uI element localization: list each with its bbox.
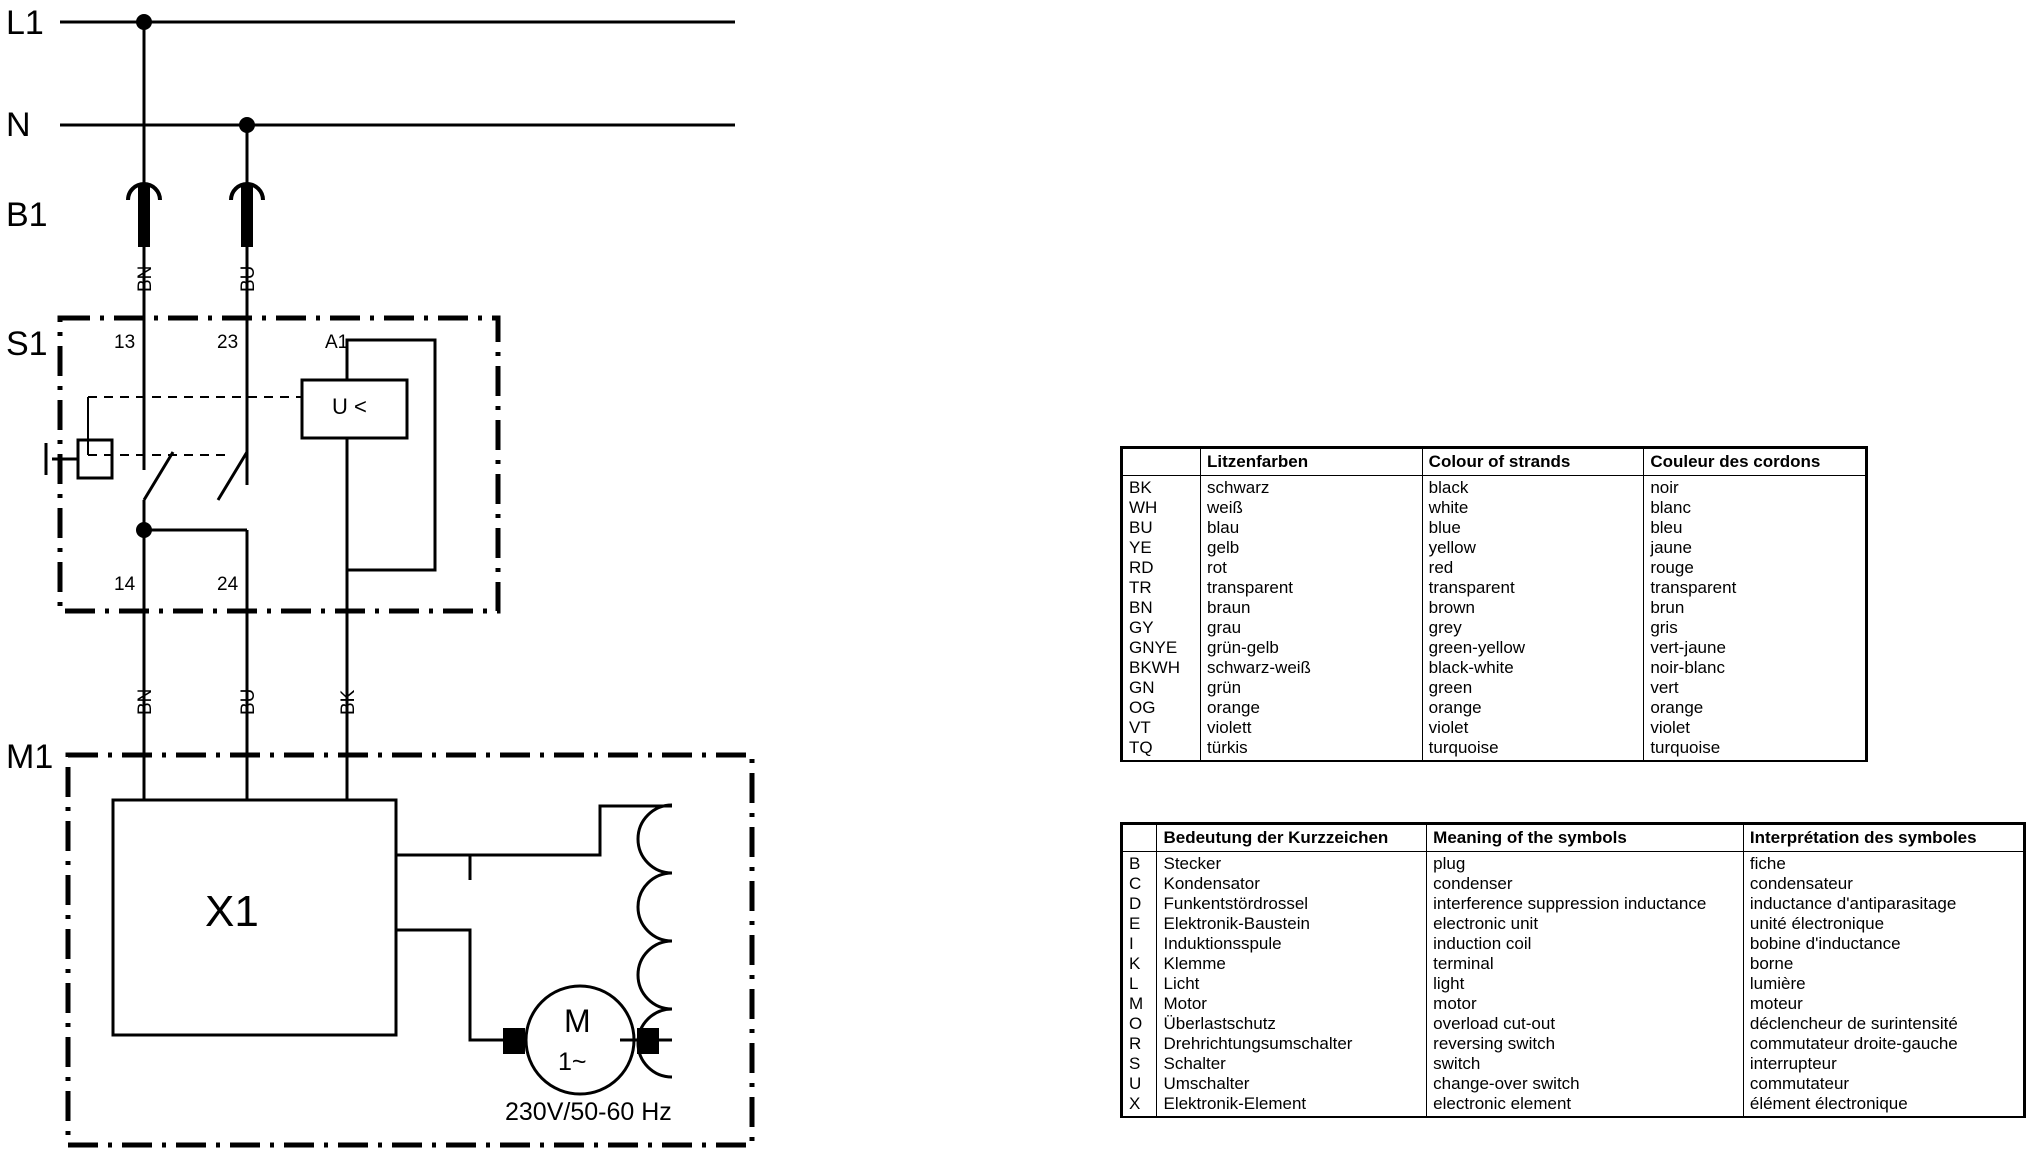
table-row [1123, 994, 2024, 1014]
row-cell: overload cut-out [1427, 1014, 1744, 1034]
row-cell: schwarz [1201, 476, 1423, 499]
table-row [1123, 698, 1866, 718]
row-cell: induction coil [1427, 934, 1744, 954]
row-cell: türkis [1201, 738, 1423, 760]
table-row [1123, 974, 2024, 994]
undervoltage-release-label: U < [332, 394, 367, 419]
table-header-row [1123, 449, 1866, 476]
row-code: I [1123, 934, 1157, 954]
row-cell: déclencheur de surintensité [1743, 1014, 2023, 1034]
row-code: BN [1123, 598, 1201, 618]
row-cell: Klemme [1157, 954, 1427, 974]
symbol-header-fr: Interprétation des symboles [1743, 825, 2023, 852]
motor-terminal-left [503, 1028, 525, 1054]
wire-label-bn-top: BN [135, 265, 156, 292]
row-cell: vert-jaune [1644, 638, 1866, 658]
colour-table-body [1123, 476, 1866, 761]
row-cell: switch [1427, 1054, 1744, 1074]
label-m1: M1 [6, 738, 54, 776]
table-row [1123, 1094, 2024, 1116]
row-code: R [1123, 1034, 1157, 1054]
circuit-schematic [0, 0, 780, 1160]
row-code: D [1123, 894, 1157, 914]
colour-header-de: Litzenfarben [1201, 449, 1423, 476]
row-cell: white [1422, 498, 1644, 518]
motor-terminal-right [637, 1028, 659, 1054]
row-cell: grün [1201, 678, 1423, 698]
row-cell: vert [1644, 678, 1866, 698]
table-row [1123, 638, 1866, 658]
row-cell: Elektronik-Element [1157, 1094, 1427, 1116]
colour-header-en: Colour of strands [1422, 449, 1644, 476]
table-row [1123, 852, 2024, 875]
table-row [1123, 718, 1866, 738]
table-row [1123, 476, 1866, 499]
table-row [1123, 578, 1866, 598]
row-code: YE [1123, 538, 1201, 558]
row-cell: moteur [1743, 994, 2023, 1014]
row-cell: Überlastschutz [1157, 1014, 1427, 1034]
row-code: E [1123, 914, 1157, 934]
row-cell: violet [1422, 718, 1644, 738]
row-code: BU [1123, 518, 1201, 538]
row-cell: orange [1422, 698, 1644, 718]
label-s1: S1 [6, 325, 48, 363]
row-cell: red [1422, 558, 1644, 578]
wire-label-bn-bottom: BN [135, 688, 156, 715]
table-row [1123, 658, 1866, 678]
row-cell: Umschalter [1157, 1074, 1427, 1094]
symbol-meaning-table [1120, 822, 2026, 1118]
row-code: TR [1123, 578, 1201, 598]
row-cell: transparent [1422, 578, 1644, 598]
row-cell: orange [1201, 698, 1423, 718]
table-row [1123, 518, 1866, 538]
terminal-14: 14 [114, 574, 136, 595]
coil-lead-upper [470, 806, 672, 855]
row-cell: Stecker [1157, 852, 1427, 875]
table-row [1123, 1014, 2024, 1034]
terminal-13: 13 [114, 332, 136, 353]
row-code: B [1123, 852, 1157, 875]
symbol-table-head [1123, 825, 2024, 852]
table-row [1123, 954, 2024, 974]
row-cell: interrupteur [1743, 1054, 2023, 1074]
row-cell: lumière [1743, 974, 2023, 994]
row-cell: borne [1743, 954, 2023, 974]
row-cell: violett [1201, 718, 1423, 738]
row-cell: motor [1427, 994, 1744, 1014]
row-cell: jaune [1644, 538, 1866, 558]
motor-symbol-letter: M [564, 1003, 591, 1039]
row-code: L [1123, 974, 1157, 994]
symbol-header-code [1123, 825, 1157, 852]
row-cell: black-white [1422, 658, 1644, 678]
row-code: O [1123, 1014, 1157, 1034]
row-code: X [1123, 1094, 1157, 1116]
table-row [1123, 618, 1866, 638]
strand-colour-table [1120, 446, 1868, 762]
row-cell: green [1422, 678, 1644, 698]
row-code: WH [1123, 498, 1201, 518]
symbol-legend-table [1122, 824, 2024, 1116]
row-cell: blau [1201, 518, 1423, 538]
wire-x1-to-motor [396, 930, 510, 1040]
row-cell: blue [1422, 518, 1644, 538]
row-cell: noir-blanc [1644, 658, 1866, 678]
contact-24-blade [218, 452, 247, 500]
table-row [1123, 538, 1866, 558]
actuator-button [78, 440, 112, 478]
row-cell: light [1427, 974, 1744, 994]
row-cell: Motor [1157, 994, 1427, 1014]
row-code: TQ [1123, 738, 1201, 760]
row-cell: brown [1422, 598, 1644, 618]
label-l1: L1 [6, 4, 44, 42]
row-cell: Elektronik-Baustein [1157, 914, 1427, 934]
row-cell: bobine d'inductance [1743, 934, 2023, 954]
row-cell: reversing switch [1427, 1034, 1744, 1054]
row-cell: transparent [1644, 578, 1866, 598]
row-cell: electronic unit [1427, 914, 1744, 934]
row-code: M [1123, 994, 1157, 1014]
symbol-header-de: Bedeutung der Kurzzeichen [1157, 825, 1427, 852]
row-cell: rouge [1644, 558, 1866, 578]
row-cell: grey [1422, 618, 1644, 638]
label-b1: B1 [6, 196, 48, 234]
row-cell: transparent [1201, 578, 1423, 598]
table-row [1123, 498, 1866, 518]
table-row [1123, 558, 1866, 578]
wire-x1-to-coil-top [396, 855, 470, 880]
row-cell: gelb [1201, 538, 1423, 558]
row-code: RD [1123, 558, 1201, 578]
terminal-24: 24 [217, 574, 239, 595]
wire-label-bu-top: BU [238, 265, 259, 292]
row-cell: weiß [1201, 498, 1423, 518]
colour-legend-table [1122, 448, 1866, 760]
table-row [1123, 914, 2024, 934]
row-cell: bleu [1644, 518, 1866, 538]
row-cell: gris [1644, 618, 1866, 638]
table-header-row [1123, 825, 2024, 852]
row-code: C [1123, 874, 1157, 894]
table-row [1123, 1074, 2024, 1094]
row-code: BK [1123, 476, 1201, 499]
row-cell: turquoise [1644, 738, 1866, 760]
plug-pin-bu [241, 185, 253, 247]
row-cell: schwarz-weiß [1201, 658, 1423, 678]
terminal-23: 23 [217, 332, 239, 353]
row-code: S [1123, 1054, 1157, 1074]
row-cell: black [1422, 476, 1644, 499]
motor-phase-label: 1~ [558, 1048, 587, 1076]
row-cell: rot [1201, 558, 1423, 578]
row-cell: Induktionsspule [1157, 934, 1427, 954]
table-row [1123, 934, 2024, 954]
table-row [1123, 874, 2024, 894]
contact-13-blade [144, 452, 173, 500]
row-cell: yellow [1422, 538, 1644, 558]
row-code: U [1123, 1074, 1157, 1094]
row-cell: commutateur [1743, 1074, 2023, 1094]
row-cell: unité électronique [1743, 914, 2023, 934]
plug-pin-bn [138, 185, 150, 247]
row-cell: inductance d'antiparasitage [1743, 894, 2023, 914]
colour-table-head [1123, 449, 1866, 476]
row-cell: Licht [1157, 974, 1427, 994]
table-row [1123, 598, 1866, 618]
row-cell: violet [1644, 718, 1866, 738]
row-cell: noir [1644, 476, 1866, 499]
row-cell: condensateur [1743, 874, 2023, 894]
table-row [1123, 738, 1866, 760]
table-row [1123, 678, 1866, 698]
colour-header-fr: Couleur des cordons [1644, 449, 1866, 476]
row-code: BKWH [1123, 658, 1201, 678]
symbol-table-body [1123, 852, 2024, 1117]
row-cell: brun [1644, 598, 1866, 618]
table-row [1123, 1034, 2024, 1054]
row-cell: grün-gelb [1201, 638, 1423, 658]
row-cell: Funkentstördrossel [1157, 894, 1427, 914]
table-row [1123, 1054, 2024, 1074]
row-cell: condenser [1427, 874, 1744, 894]
wire-label-bk-bottom: BK [338, 689, 359, 715]
colour-header-code [1123, 449, 1201, 476]
row-code: GNYE [1123, 638, 1201, 658]
row-code: VT [1123, 718, 1201, 738]
row-cell: blanc [1644, 498, 1866, 518]
row-cell: turquoise [1422, 738, 1644, 760]
motor-rating-label: 230V/50-60 Hz [505, 1098, 672, 1126]
row-code: OG [1123, 698, 1201, 718]
row-cell: commutateur droite-gauche [1743, 1034, 2023, 1054]
row-cell: Drehrichtungsumschalter [1157, 1034, 1427, 1054]
switch-enclosure-s1 [60, 318, 498, 611]
row-cell: Kondensator [1157, 874, 1427, 894]
row-cell: grau [1201, 618, 1423, 638]
row-code: K [1123, 954, 1157, 974]
row-cell: terminal [1427, 954, 1744, 974]
label-x1: X1 [205, 887, 259, 936]
row-cell: Schalter [1157, 1054, 1427, 1074]
terminal-a1: A1 [325, 332, 349, 353]
symbol-header-en: Meaning of the symbols [1427, 825, 1744, 852]
label-n: N [6, 106, 31, 144]
row-cell: braun [1201, 598, 1423, 618]
row-code: GY [1123, 618, 1201, 638]
wire-label-bu-bottom: BU [238, 688, 259, 715]
row-code: GN [1123, 678, 1201, 698]
row-cell: electronic element [1427, 1094, 1744, 1116]
row-cell: interference suppression inductance [1427, 894, 1744, 914]
row-cell: change-over switch [1427, 1074, 1744, 1094]
row-cell: élément électronique [1743, 1094, 2023, 1116]
row-cell: plug [1427, 852, 1744, 875]
table-row [1123, 894, 2024, 914]
wire-a1-path [347, 340, 435, 570]
row-cell: fiche [1743, 852, 2023, 875]
row-cell: orange [1644, 698, 1866, 718]
row-cell: green-yellow [1422, 638, 1644, 658]
